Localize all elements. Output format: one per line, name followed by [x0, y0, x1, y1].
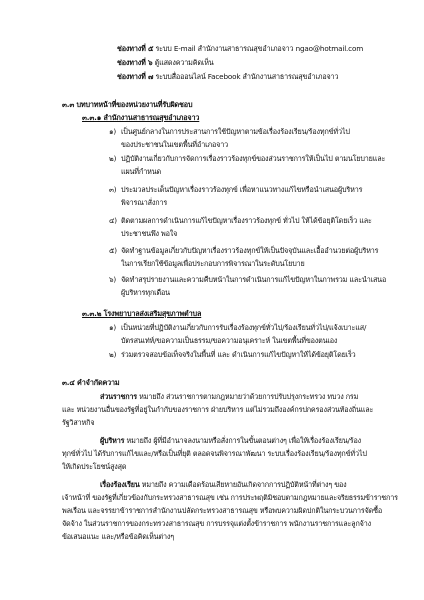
list-item-line: ปฏิบัติงานเกี่ยวกับการจัดการเรื่องราวร้องทุกข์ของส่วนราชการให้เป็นไป ตามนโยบายและ: [121, 154, 386, 163]
definition-line: [100, 436, 361, 445]
section-3-3-1-heading: ๓.๓.๑ สำนักงานสาธารณสุขอำเภอจาว: [82, 113, 200, 122]
definition-line: รัฐวิสาหกิจ: [62, 418, 95, 427]
channel-label: ช่องทางที่ ๗: [117, 72, 154, 81]
list-item-line: บัตรสนเท่ห์/ขอความเป็นธรรม/ขอความอนุเคราะห์ ในเขตพื้นที่ของตนเอง: [121, 336, 338, 345]
list-item-line: เป็นศูนย์กลางในการประสานการใช้ปัญหาตามข้อเรื่องร้องเรียน/ร้องทุกข์ทั่วไป: [121, 127, 350, 136]
channel-7: [117, 72, 338, 81]
list-item-no: ๓): [109, 185, 117, 194]
list-item-line: ประมวลประเด็นปัญหาเรื่องราวร้องทุกข์ เพื่อหาแนวทางแก้ไขหรือนำเสนอผู้บริหาร: [121, 185, 363, 194]
list-item-no: ๑): [109, 323, 117, 332]
list-item-no: ๕): [109, 246, 117, 255]
definition-line: ทุกข์ทั่วไป ได้รับการแก้ไขและ/หรือเป็นที่ยุติ ตลอดจนพิจารณาพัฒนา ระบบเรื่องร้องเรียน/ร้องทุกข์ทั่วไป: [62, 449, 367, 458]
definition-text: หมายถึง ผู้ที่มีอำนาจลงนามหรือสั่งการในขั้นตอนต่างๆ เพื่อให้เรื่องร้องเรียน/ร้อง: [126, 436, 362, 445]
definition-term: เรื่องร้องเรียน: [100, 480, 140, 489]
list-item-line: เป็นหน่วยที่ปฏิบัติงานเกี่ยวกับการรับเรื่องร้องทุกข์ทั่วไป/ร้องเรียนทั่วไป/แจ้งเบาะแส/: [121, 323, 367, 332]
definition-line: พลเรือน และจรรยาข้าราชการสำนักงานปลัดกระทรวงสาธารณสุข หรือพบความผิดปกติในกระบวนการจัดซื้อ: [62, 506, 383, 515]
definition-term: ส่วนราชการ: [100, 392, 138, 401]
definition-line: [100, 392, 358, 401]
section-3-3-2-heading: ๓.๓.๒ โรงพยาบาลส่งเสริมสุขภาพตำบล: [82, 309, 202, 318]
channel-label: ช่องทางที่ ๖: [117, 58, 153, 67]
list-item-no: ๑): [109, 127, 117, 136]
list-item-no: ๖): [109, 275, 117, 284]
section-3-4-heading: ๓.๔ คำจำกัดความ: [62, 378, 120, 387]
list-item-line: จัดทำสรุปรายงานและความคืบหน้าในการดำเนินการแก้ไขปัญหาในภาพรวม และนำเสนอ: [121, 275, 387, 284]
section-3-3-heading: ๓.๓ บทบาทหน้าที่ของหน่วยงานที่รับผิดชอบ: [62, 100, 193, 109]
definition-line: จัดจ้าง ในส่วนราชการของกระทรวงสาธารณสุข การบรรจุแต่งตั้งข้าราชการ พนักงานราชการและลูกจ้าง: [62, 519, 371, 528]
list-item-line: ในการเรียกใช้ข้อมูลเพื่อประกอบการพิจารณาในระดับนโยบาย: [121, 259, 305, 268]
definition-line: เจ้าหน้าที่ ของรัฐที่เกี่ยวข้องกับกระทรวงสาธารณสุข เช่น การประพฤติมิชอบตามกฎหมายและจริยธรรมข้าราชการ: [62, 493, 398, 502]
definition-text: หมายถึง ความเดือดร้อนเสียหายอันเกิดจากการปฏิบัติหน้าที่ต่างๆ ของ: [141, 480, 347, 489]
channel-5: [117, 44, 363, 53]
list-item-no: ๒): [109, 154, 117, 163]
definition-text: หมายถึง ส่วนราชการตามกฎหมายว่าด้วยการปรับปรุงกระทรวง ทบวง กรม: [139, 392, 359, 401]
channel-label: ช่องทางที่ ๕: [117, 44, 154, 53]
definition-line: ให้เกิดประโยชน์สูงสุด: [62, 462, 127, 471]
definition-line: และ หน่วยงานอื่นของรัฐที่อยู่ในกำกับของราชการ ฝ่ายบริหาร แต่ไม่รวมถึงองค์กรปกครองส่วนท้องถิ่นและ: [62, 405, 374, 414]
list-item-line: แผนที่กำหนด: [121, 167, 162, 176]
list-item-line: ผู้บริหารทุกเดือน: [121, 288, 170, 297]
list-item-no: ๔): [109, 216, 117, 225]
list-item-line: ประชาชนพึง พอใจ: [121, 229, 178, 238]
list-item-line: พิจารณาสั่งการ: [121, 198, 168, 207]
list-item-line: จัดทำฐานข้อมูลเกี่ยวกับปัญหาเรื่องราวร้องทุกข์ให้เป็นปัจจุบันและเอื้ออำนวยต่อผู้บริหาร: [121, 246, 379, 255]
definition-term: ผู้บริหาร: [100, 436, 125, 445]
channel-6: [117, 58, 214, 67]
definition-line: [100, 480, 347, 489]
definition-line: ข้อเสนอแนะ และ/หรือข้อคิดเห็นต่างๆ: [62, 532, 174, 541]
list-item-line: ร่วมตรวจสอบข้อเท็จจริงในพื้นที่ และ ดำเนินการแก้ไขปัญหาให้ได้ข้อยุติโดยเร็ว: [121, 350, 356, 359]
list-item-no: ๒): [109, 350, 117, 359]
list-item-line: ติดตามผลการดำเนินการแก้ไขปัญหาเรื่องราวร้องทุกข์ ทั่วไป ให้ได้ข้อยุติโดยเร็ว และ: [121, 216, 372, 225]
channel-text: ระบบ E-mail สำนักงานสาธารณสุขอำเภอจาว ngao@hotmail.com: [155, 44, 364, 53]
channel-text: ระบบสื่อออนไลน์ Facebook สำนักงานสาธารณสุขอำเภอจาว: [155, 72, 339, 81]
list-item-line: ของประชาชนในเขตพื้นที่อำเภอจาว: [121, 140, 228, 149]
channel-text: ตู้แสดงความคิดเห็น: [154, 58, 214, 67]
